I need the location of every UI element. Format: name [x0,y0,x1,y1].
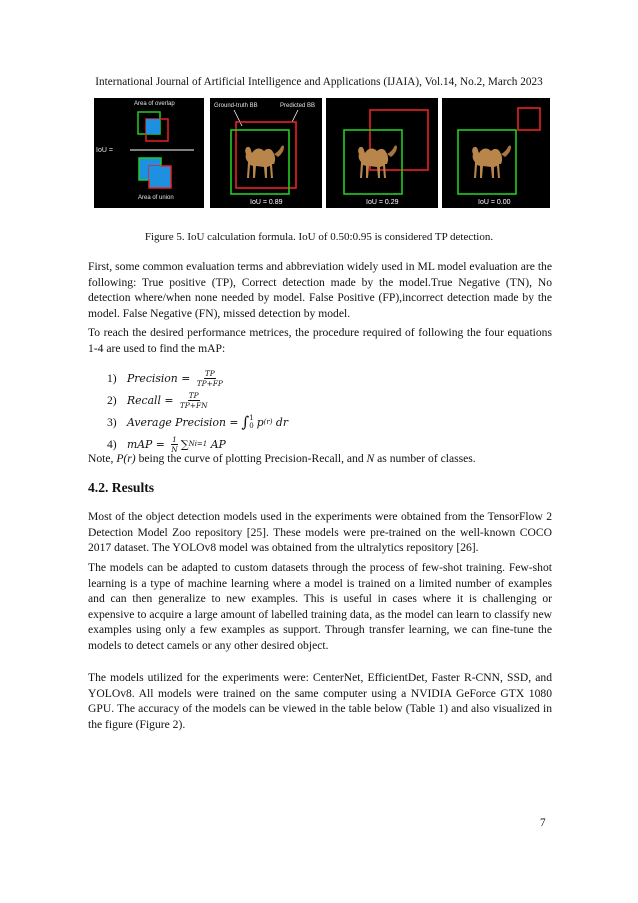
gt-pointer [234,110,242,126]
predicted-label: Predicted BB [280,103,316,109]
equation-list [107,367,527,455]
equation-precision: 1) Precision = $\frac{TP}{TP+FP}$ [107,368,223,388]
paragraph-performance-metrics: To reach the desired performance metrices, the procedure required of following the four equations 1-4 are used to find the mAP: [88,326,552,355]
map-fraction: $\frac{1}{N}$ [171,434,178,454]
note-paragraph: Note, P(r) being the curve of plotting Precision-Recall, and N as number of classes. [88,452,476,465]
iou-equals-label: IoU = [96,147,113,154]
iou-value-label: IoU = 0.00 [478,199,511,206]
camel-icon [245,146,284,179]
overlap-area [146,119,160,134]
paragraph-evaluation-terms: First, some common evaluation terms and abbreviation widely used in ML model evaluation are the following: True positive (TP), Correct detection made by the model.True Negative (TN), No detection where/when none needed by model. False Positive (FP),incorrect detection made by the model. False Negative (FN), missed detection by model. [88,260,552,320]
iou-figure [94,98,550,208]
iou-example-graphic-3 [442,98,550,208]
recall-fraction: $\frac{TP}{TP+FN}$ [179,390,208,410]
page-number: 7 [540,817,546,829]
iou-example-panel-2 [326,98,438,208]
equation-map: 4) mAP = $\frac{1}{N}$ ∑ N i=1 AP [107,434,226,454]
section-heading: 4.2. Results [88,480,155,495]
predicted-box [518,108,540,130]
camel-icon [472,146,511,179]
iou-example-panel-1 [210,98,322,208]
camel-icon [358,146,397,179]
iou-value-label: IoU = 0.29 [366,199,399,206]
integral-sign: ∫ [241,413,250,431]
figure-caption: Figure 5. IoU calculation formula. IoU of 0.50:0.95 is considered TP detection. [144,231,494,243]
ground-truth-label: Ground-truth BB [214,103,258,109]
union-label: Area of union [138,195,174,201]
iou-formula-graphic [94,98,204,208]
paragraph-model-sources: Most of the object detection models used in the experiments were obtained from the TensorFlow 2 Detection Model Zoo repository [25]. These models were pre-trained on the well-known COCO 2017 dataset. The YOLOv8 model was obtained from the ultralytics repository [26]. [88,510,552,555]
iou-example-panel-3 [442,98,550,208]
equation-average-precision: 3) Average Precision = ∫ 1 0 p (r) dr [107,413,288,431]
running-head: International Journal of Artificial Intelligence and Applications (IJAIA), Vol.14, No.2, March 2023 [95,76,543,88]
equation-recall: 2) Recall = $\frac{TP}{TP+FN}$ [107,390,208,410]
iou-example-graphic-1 [210,98,322,208]
paragraph-models-used: The models utilized for the experiments were: CenterNet, EfficientDet, Faster R-CNN, SSD, and YOLOv8. All models were trained on the same computer using a NVIDIA GeForce GTX 1080 GPU. The accuracy of the models can be viewed in the table below (Table 1) and also visualized in the figure (Figure 2). [88,671,552,731]
iou-formula-panel [94,98,204,208]
iou-value-label: IoU = 0.89 [250,199,283,206]
integral-limits: 1 0 [249,414,254,430]
paragraph-few-shot: The models can be adapted to custom datasets through the process of few-shot training. Few-shot learning is a type of machine learning where a model is trained on a limited number of examples and can then generalize to new examples. This is useful in cases where it is challenging or expensive to acquire a large amount of labelled training data, as the model can learn to classify new examples using only a few examples as support. Through transfer learning, we can fine-tune the models to detect camels or any other desired object. [88,561,552,652]
overlap-label: Area of overlap [134,101,175,107]
iou-example-graphic-2 [326,98,438,208]
pred-pointer [292,110,298,122]
sum-sign: ∑ [180,437,189,451]
precision-fraction: $\frac{TP}{TP+FP}$ [196,368,223,388]
union-inner [149,166,161,180]
